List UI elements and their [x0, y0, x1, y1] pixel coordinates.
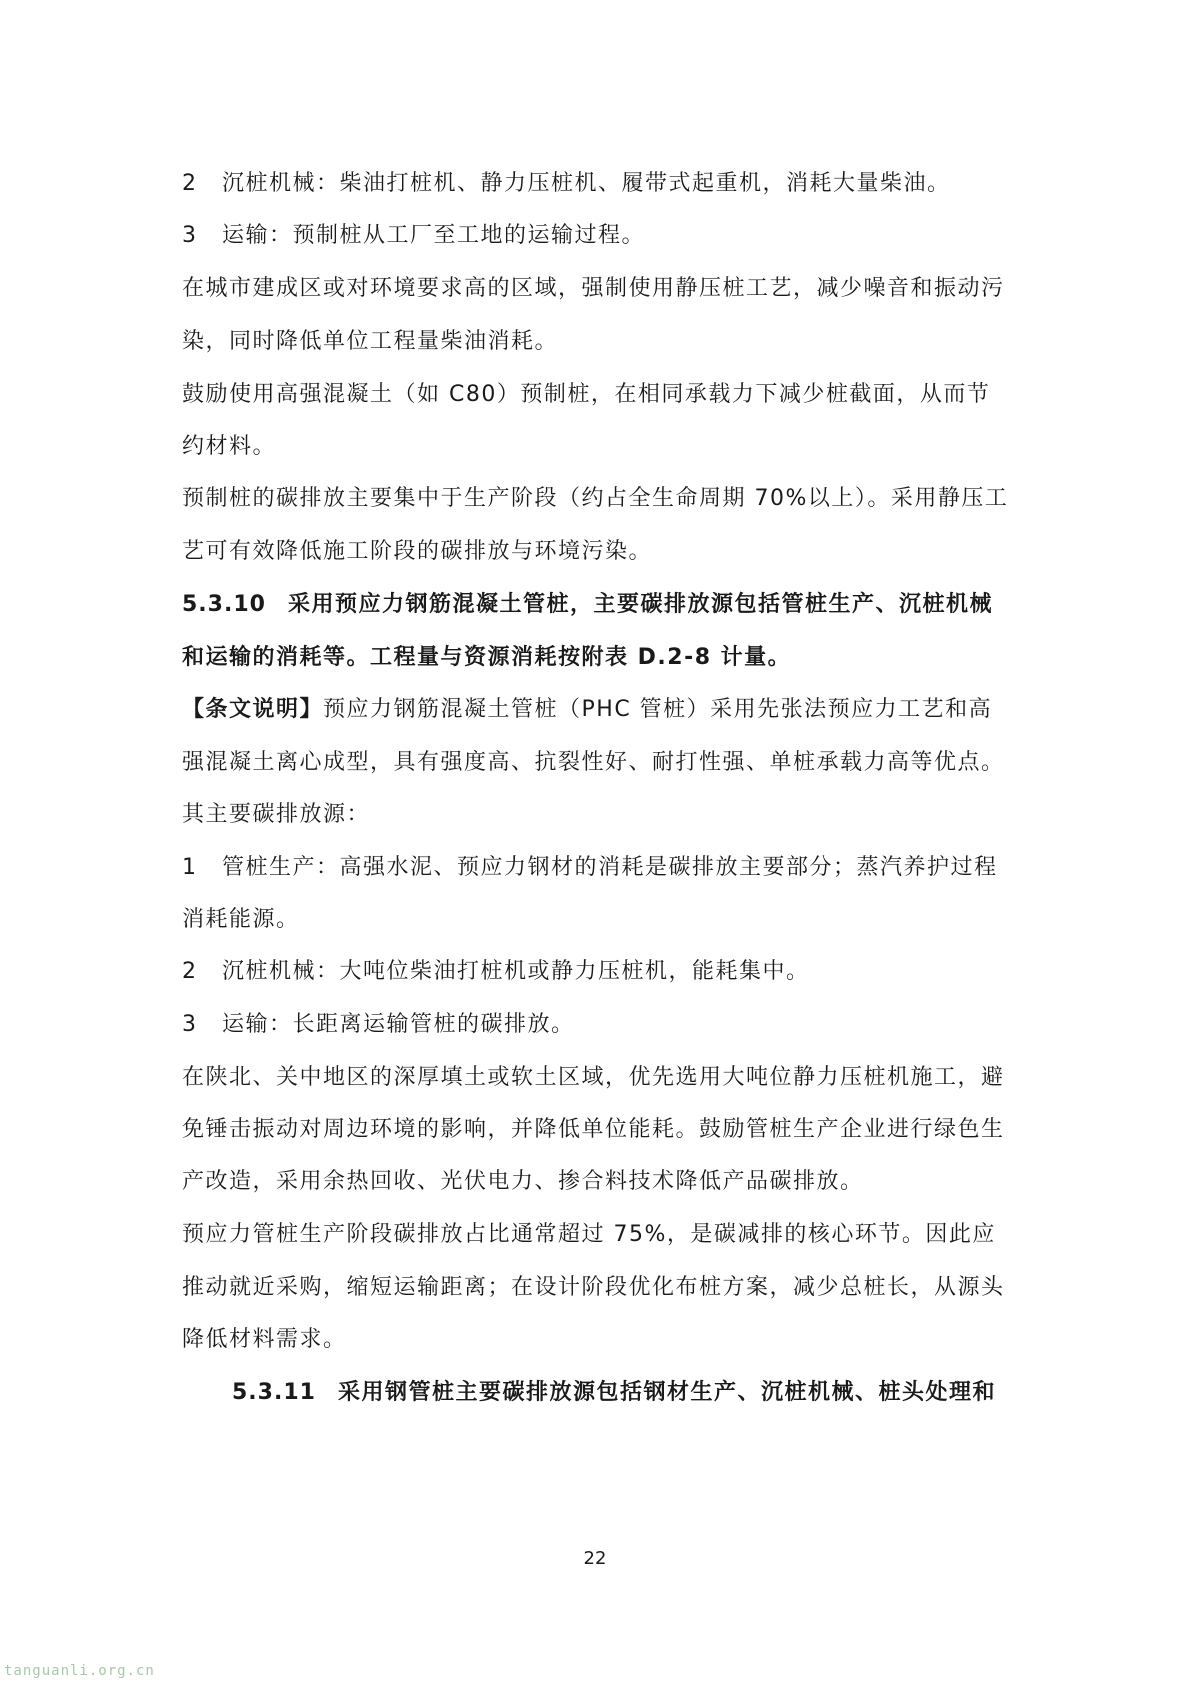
list-number: 1 [182, 855, 198, 880]
list-text: 运输：预制桩从工厂至工地的运输过程。 [222, 223, 646, 248]
list-text: 运输：长距离运输管桩的碳排放。 [222, 1012, 575, 1037]
paragraph-line: 艺可有效降低施工阶段的碳排放与环境污染。 [182, 539, 653, 564]
paragraph-line: 染，同时降低单位工程量柴油消耗。 [182, 329, 559, 354]
page-number: 22 [583, 1548, 607, 1569]
list-number: 2 [182, 959, 198, 984]
clause-number: 5.3.10 [182, 592, 266, 617]
paragraph-line: 推动就近采购，缩短运输距离；在设计阶段优化布桩方案，减少总桩长，从源头 [182, 1275, 1005, 1300]
paragraph-line: 降低材料需求。 [182, 1327, 347, 1352]
paragraph-line: 鼓励使用高强混凝土（如 C80）预制桩，在相同承载力下减少桩截面，从而节 [182, 382, 991, 407]
list-item [182, 853, 1012, 883]
watermark: tanguanli.org.cn [4, 1663, 155, 1679]
list-item [182, 957, 1012, 987]
list-text: 沉桩机械：大吨位柴油打桩机或静力压桩机，能耗集中。 [222, 959, 810, 984]
paragraph-line: 免锤击振动对周边环境的影响，并降低单位能耗。鼓励管桩生产企业进行绿色生 [182, 1117, 1005, 1142]
clause-number: 5.3.11 [232, 1380, 316, 1405]
paragraph-line: 预应力管桩生产阶段碳排放占比通常超过 75%，是碳减排的核心环节。因此应 [182, 1222, 996, 1247]
clause-text: 采用钢管桩主要碳排放源包括钢材生产、沉桩机械、桩头处理和 [337, 1380, 996, 1405]
paragraph-line: 消耗能源。 [182, 907, 300, 932]
clause-5-3-11 [232, 1378, 1012, 1408]
list-number: 3 [182, 223, 198, 248]
paragraph-line: 强混凝土离心成型，具有强度高、抗裂性好、耐打性强、单桩承载力高等优点。 [182, 750, 1005, 775]
paragraph-line: 在城市建成区或对环境要求高的区域，强制使用静压桩工艺，减少噪音和振动污 [182, 276, 1005, 301]
list-text: 沉桩机械：柴油打桩机、静力压桩机、履带式起重机，消耗大量柴油。 [222, 171, 951, 196]
paragraph-line: 其主要碳排放源： [182, 802, 371, 827]
list-number: 3 [182, 1012, 198, 1037]
clause-5-3-10 [182, 590, 1012, 620]
clause-explanation [182, 695, 1012, 725]
paragraph-line: 产改造，采用余热回收、光伏电力、掺合料技术降低产品碳排放。 [182, 1169, 864, 1194]
list-item [182, 169, 1012, 199]
paragraph-line: 预制桩的碳排放主要集中于生产阶段（约占全生命周期 70%以上）。采用静压工 [182, 486, 1009, 511]
explanation-heading: 【条文说明】 [182, 697, 324, 722]
paragraph-line: 约材料。 [182, 434, 277, 459]
list-item [182, 1010, 1012, 1040]
list-number: 2 [182, 171, 198, 196]
list-item [182, 221, 1012, 251]
list-text: 管桩生产：高强水泥、预应力钢材的消耗是碳排放主要部分；蒸汽养护过程 [222, 855, 998, 880]
clause-text-line: 和运输的消耗等。工程量与资源消耗按附表 D.2-8 计量。 [182, 645, 792, 670]
explanation-text: 预应力钢筋混凝土管桩（PHC 管桩）采用先张法预应力工艺和高 [323, 697, 993, 722]
clause-text: 采用预应力钢筋混凝土管桩，主要碳排放源包括管桩生产、沉桩机械 [287, 592, 993, 617]
paragraph-line: 在陕北、关中地区的深厚填土或软土区域，优先选用大吨位静力压桩机施工，避 [182, 1065, 1005, 1090]
